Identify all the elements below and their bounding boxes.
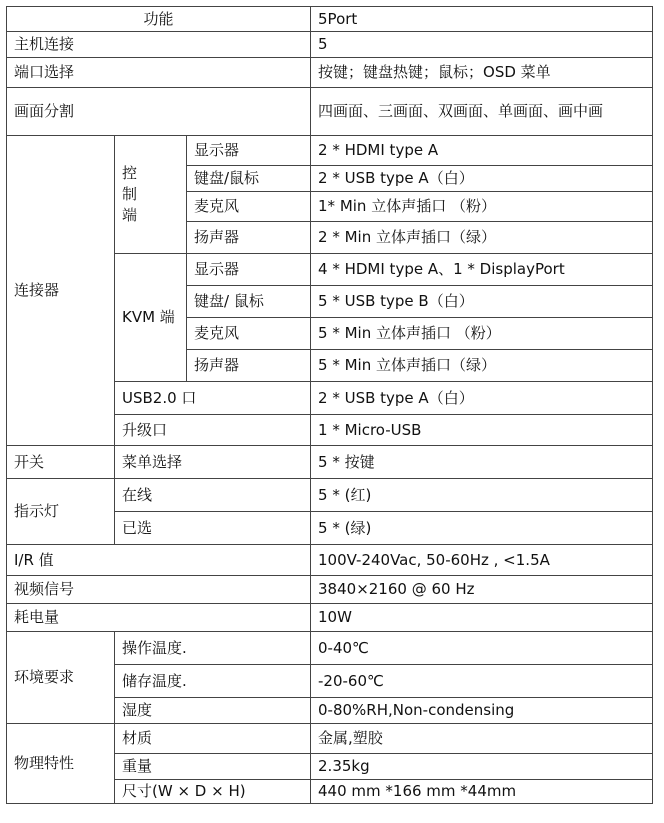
physical-material-value: 金属,塑胶	[311, 724, 653, 754]
split-label: 画面分割	[7, 88, 311, 136]
usb-label: USB2.0 口	[115, 382, 311, 415]
kvm-speaker-label: 扬声器	[187, 350, 311, 382]
spec-table	[6, 6, 653, 804]
port-select-label: 端口选择	[7, 58, 311, 88]
table-row	[7, 136, 653, 166]
env-store-temp-value: -20-60℃	[311, 665, 653, 698]
physical-weight-value: 2.35kg	[311, 754, 653, 780]
control-speaker-label: 扬声器	[187, 222, 311, 254]
kvm-speaker-value: 5 * Min 立体声插口（绿）	[311, 350, 653, 382]
kvm-mic-value: 5 * Min 立体声插口 （粉）	[311, 318, 653, 350]
indicator-selected-label: 已选	[115, 512, 311, 545]
upgrade-value: 1 * Micro-USB	[311, 415, 653, 446]
physical-material-label: 材质	[115, 724, 311, 754]
table-row	[7, 32, 653, 58]
env-store-temp-label: 储存温度.	[115, 665, 311, 698]
table-row	[7, 88, 653, 136]
indicator-selected-value: 5 * (绿)	[311, 512, 653, 545]
ir-value: 100V-240Vac, 50-60Hz , <1.5A	[311, 545, 653, 576]
switch-label: 开关	[7, 446, 115, 479]
split-value: 四画面、三画面、双画面、单画面、画中画	[311, 88, 653, 136]
physical-size-value: 440 mm *166 mm *44mm	[311, 780, 653, 804]
video-label: 视频信号	[7, 576, 311, 604]
control-display-label: 显示器	[187, 136, 311, 166]
indicator-label: 指示灯	[7, 479, 115, 545]
switch-sub-label: 菜单选择	[115, 446, 311, 479]
kvm-mic-label: 麦克风	[187, 318, 311, 350]
table-row	[7, 479, 653, 512]
table-row	[7, 724, 653, 754]
physical-size-label: 尺寸(W × D × H)	[115, 780, 311, 804]
physical-label: 物理特性	[7, 724, 115, 804]
table-row	[7, 545, 653, 576]
control-speaker-value: 2 * Min 立体声插口（绿）	[311, 222, 653, 254]
table-row	[7, 604, 653, 632]
env-op-temp-label: 操作温度.	[115, 632, 311, 665]
env-op-temp-value: 0-40℃	[311, 632, 653, 665]
kvm-display-label: 显示器	[187, 254, 311, 286]
table-row	[7, 7, 653, 32]
host-label: 主机连接	[7, 32, 311, 58]
control-kbm-label: 键盘/鼠标	[187, 166, 311, 192]
port-select-value: 按键；键盘热键；鼠标；OSD 菜单	[311, 58, 653, 88]
switch-value: 5 * 按键	[311, 446, 653, 479]
env-humidity-label: 湿度	[115, 698, 311, 724]
header-label: 功能	[7, 7, 311, 32]
table-row	[7, 576, 653, 604]
table-row	[7, 632, 653, 665]
env-humidity-value: 0-80%RH,Non-condensing	[311, 698, 653, 724]
power-label: 耗电量	[7, 604, 311, 632]
video-value: 3840×2160 @ 60 Hz	[311, 576, 653, 604]
kvm-kbm-value: 5 * USB type B（白）	[311, 286, 653, 318]
connector-label: 连接器	[7, 136, 115, 446]
power-value: 10W	[311, 604, 653, 632]
indicator-online-label: 在线	[115, 479, 311, 512]
ir-label: I/R 值	[7, 545, 311, 576]
env-label: 环境要求	[7, 632, 115, 724]
kvm-kbm-label: 键盘/ 鼠标	[187, 286, 311, 318]
table-row	[7, 446, 653, 479]
header-value: 5Port	[311, 7, 653, 32]
indicator-online-value: 5 * (红)	[311, 479, 653, 512]
usb-value: 2 * USB type A（白）	[311, 382, 653, 415]
upgrade-label: 升级口	[115, 415, 311, 446]
control-mic-value: 1* Min 立体声插口 （粉）	[311, 192, 653, 222]
kvm-end-label: KVM 端	[115, 254, 187, 382]
physical-weight-label: 重量	[115, 754, 311, 780]
host-value: 5	[311, 32, 653, 58]
kvm-display-value: 4 * HDMI type A、1 * DisplayPort	[311, 254, 653, 286]
table-row	[7, 58, 653, 88]
control-display-value: 2 * HDMI type A	[311, 136, 653, 166]
control-kbm-value: 2 * USB type A（白）	[311, 166, 653, 192]
control-end-label: 控 制 端	[115, 136, 187, 254]
control-mic-label: 麦克风	[187, 192, 311, 222]
